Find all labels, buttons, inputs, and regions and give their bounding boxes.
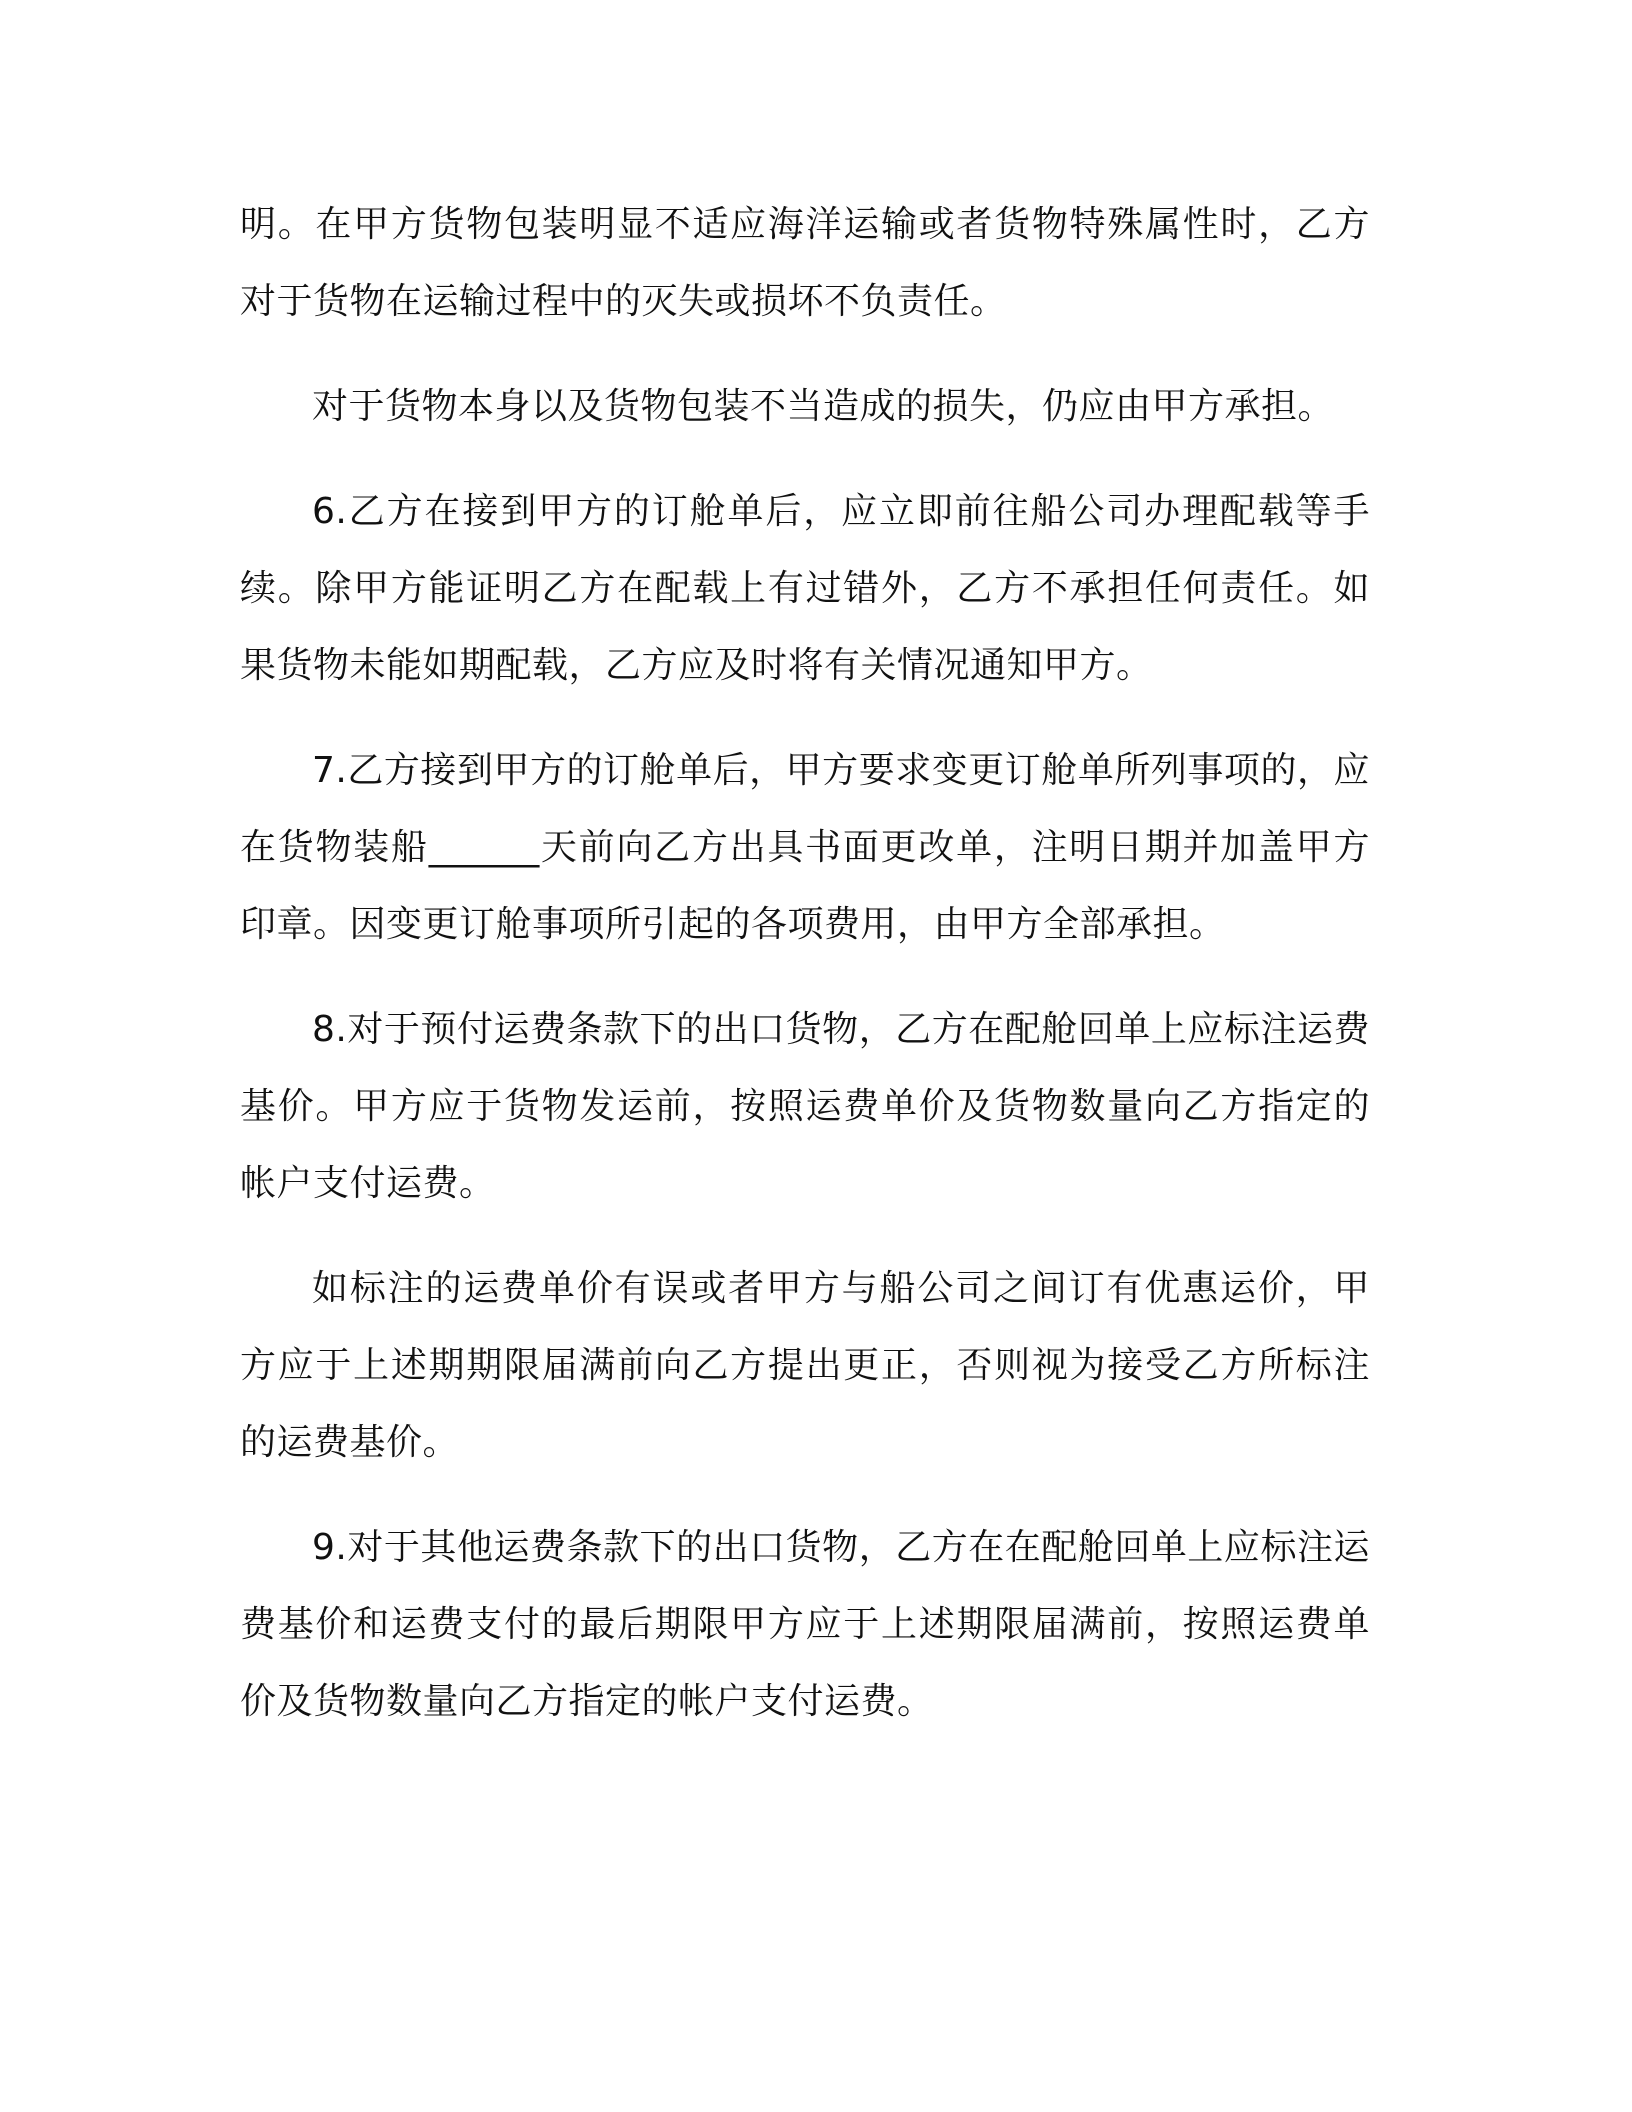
paragraph-loss-responsibility: 对于货物本身以及货物包装不当造成的损失，仍应由甲方承担。	[312, 386, 1335, 427]
paragraph-continuation: 明。在甲方货物包装明显不适应海洋运输或者货物特殊属性时，乙方对于货物在运输过程中的灭失或损坏不负责任。	[240, 204, 1370, 322]
clause-9: 9.对于其他运费条款下的出口货物，乙方在在配舱回单上应标注运费基价和运费支付的最后期限甲方应于上述期限届满前，按照运费单价及货物数量向乙方指定的帐户支付运费。	[240, 1527, 1370, 1722]
document-body	[240, 186, 1370, 1740]
paragraph-freight-correction: 如标注的运费单价有误或者甲方与船公司之间订有优惠运价，甲方应于上述期期限届满前向乙方提出更正，否则视为接受乙方所标注的运费基价。	[240, 1268, 1370, 1463]
clause-6: 6.乙方在接到甲方的订舱单后，应立即前往船公司办理配载等手续。除甲方能证明乙方在配载上有过错外，乙方不承担任何责任。如果货物未能如期配载，乙方应及时将有关情况通知甲方。	[240, 491, 1370, 686]
clause-7: 7.乙方接到甲方的订舱单后，甲方要求变更订舱单所列事项的，应在货物装船______天前向乙方出具书面更改单，注明日期并加盖甲方印章。因变更订舱事项所引起的各项费用，由甲方全部承担。	[240, 750, 1370, 945]
clause-8: 8.对于预付运费条款下的出口货物，乙方在配舱回单上应标注运费基价。甲方应于货物发运前，按照运费单价及货物数量向乙方指定的帐户支付运费。	[240, 1009, 1370, 1204]
